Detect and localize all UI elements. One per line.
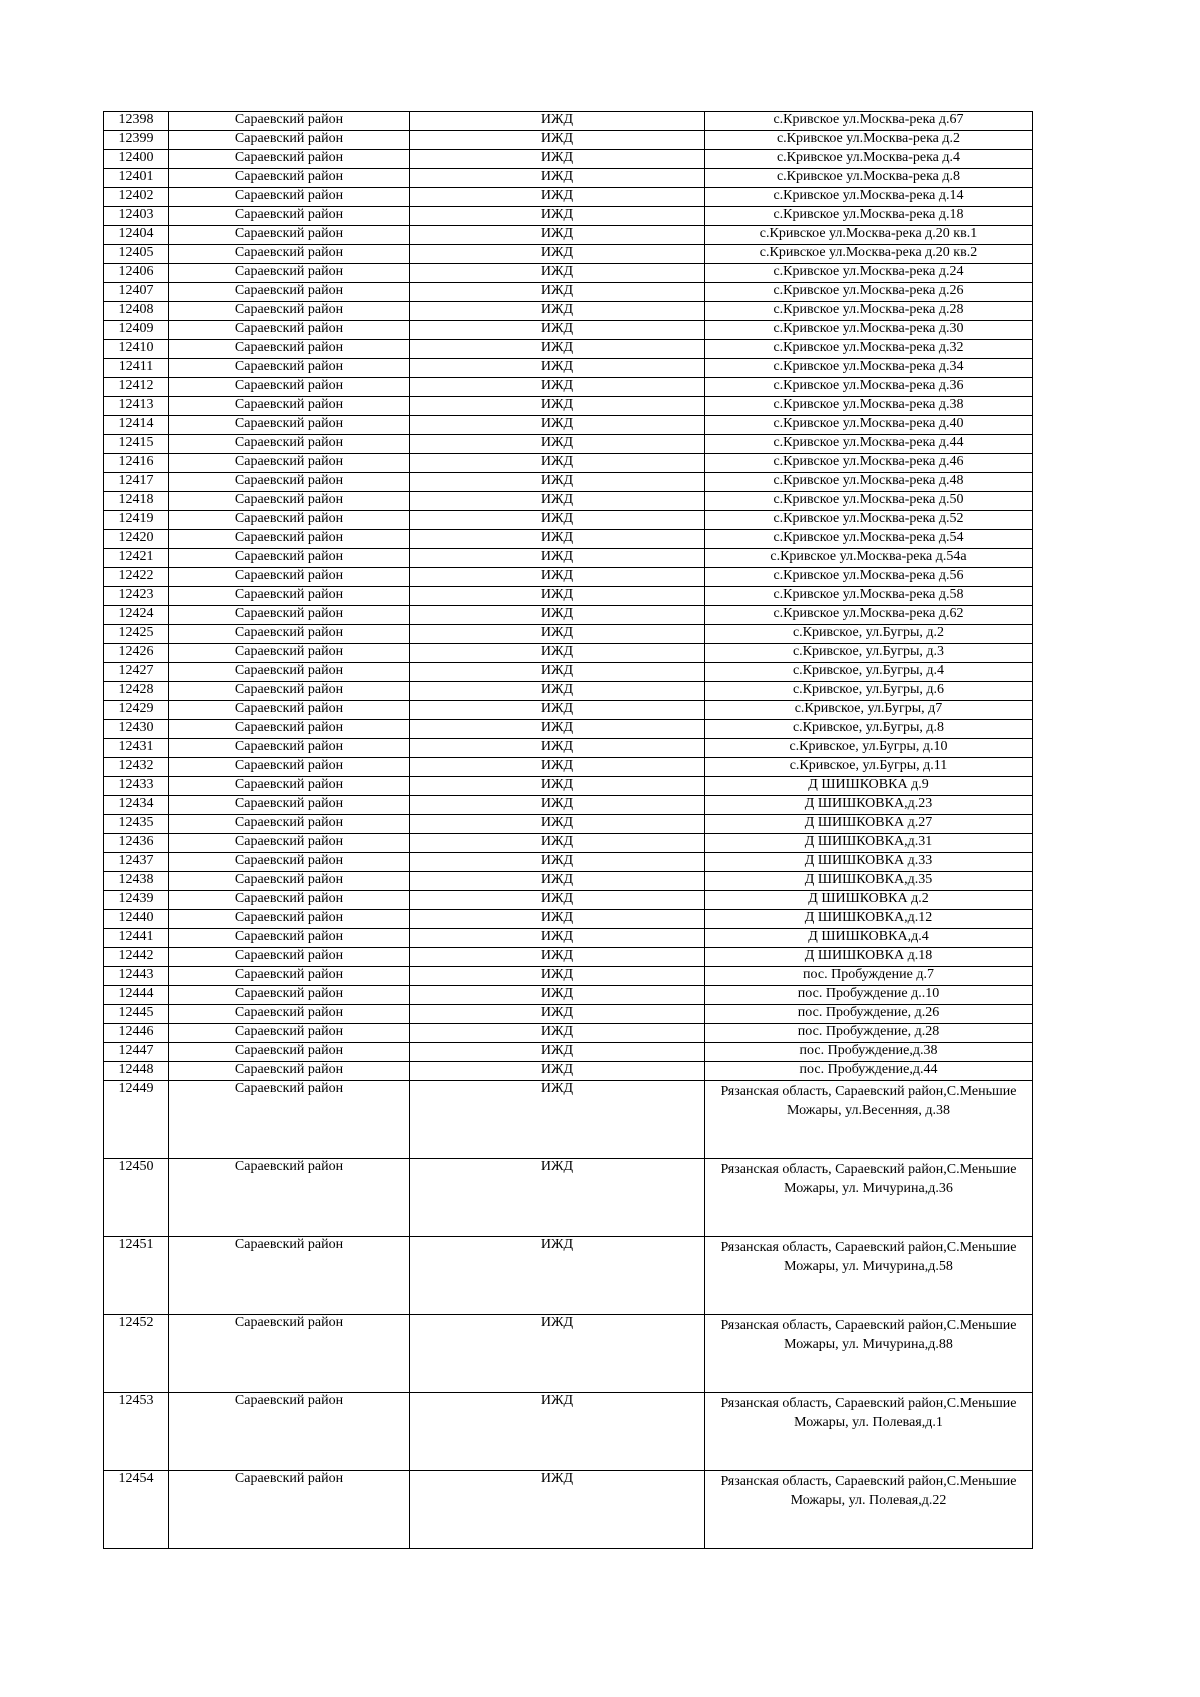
row-number-cell: 12425 xyxy=(104,625,169,644)
housing-type-cell: ИЖД xyxy=(410,150,705,169)
table-row xyxy=(104,644,1033,663)
housing-type-cell: ИЖД xyxy=(410,644,705,663)
row-number-cell: 12437 xyxy=(104,853,169,872)
row-number-cell: 12402 xyxy=(104,188,169,207)
housing-type-cell: ИЖД xyxy=(410,568,705,587)
district-cell: Сараевский район xyxy=(169,340,410,359)
table-row xyxy=(104,245,1033,264)
row-number-cell: 12411 xyxy=(104,359,169,378)
address-cell: Рязанская область, Сараевский район,С.Меньшие Можары, ул. Полевая,д.22 xyxy=(705,1471,1033,1549)
address-cell: с.Кривское ул.Москва-река д.26 xyxy=(705,283,1033,302)
housing-type-cell: ИЖД xyxy=(410,112,705,131)
housing-type-cell: ИЖД xyxy=(410,435,705,454)
district-cell: Сараевский район xyxy=(169,796,410,815)
address-cell: с.Кривское ул.Москва-река д.52 xyxy=(705,511,1033,530)
row-number-cell: 12422 xyxy=(104,568,169,587)
housing-type-cell: ИЖД xyxy=(410,340,705,359)
housing-type-cell: ИЖД xyxy=(410,302,705,321)
table-row xyxy=(104,796,1033,815)
table-row xyxy=(104,378,1033,397)
housing-type-cell: ИЖД xyxy=(410,207,705,226)
housing-type-cell: ИЖД xyxy=(410,625,705,644)
table-row xyxy=(104,131,1033,150)
address-cell: с.Кривское ул.Москва-река д.62 xyxy=(705,606,1033,625)
table-row xyxy=(104,739,1033,758)
row-number-cell: 12416 xyxy=(104,454,169,473)
district-cell: Сараевский район xyxy=(169,359,410,378)
row-number-cell: 12441 xyxy=(104,929,169,948)
district-cell: Сараевский район xyxy=(169,910,410,929)
housing-type-cell: ИЖД xyxy=(410,929,705,948)
housing-type-cell: ИЖД xyxy=(410,511,705,530)
district-cell: Сараевский район xyxy=(169,492,410,511)
address-cell: с.Кривское ул.Москва-река д.46 xyxy=(705,454,1033,473)
housing-type-cell: ИЖД xyxy=(410,492,705,511)
address-cell: с.Кривское, ул.Бугры, д.6 xyxy=(705,682,1033,701)
address-cell: Д ШИШКОВКА д.2 xyxy=(705,891,1033,910)
district-cell: Сараевский район xyxy=(169,245,410,264)
district-cell: Сараевский район xyxy=(169,891,410,910)
housing-type-cell: ИЖД xyxy=(410,1062,705,1081)
district-cell: Сараевский район xyxy=(169,777,410,796)
address-cell: с.Кривское ул.Москва-река д.40 xyxy=(705,416,1033,435)
address-cell: с.Кривское, ул.Бугры, д.11 xyxy=(705,758,1033,777)
row-number-cell: 12430 xyxy=(104,720,169,739)
row-number-cell: 12446 xyxy=(104,1024,169,1043)
housing-type-cell: ИЖД xyxy=(410,606,705,625)
row-number-cell: 12398 xyxy=(104,112,169,131)
housing-type-cell: ИЖД xyxy=(410,131,705,150)
table-row xyxy=(104,663,1033,682)
district-cell: Сараевский район xyxy=(169,606,410,625)
row-number-cell: 12426 xyxy=(104,644,169,663)
housing-type-cell: ИЖД xyxy=(410,834,705,853)
housing-type-cell: ИЖД xyxy=(410,891,705,910)
row-number-cell: 12453 xyxy=(104,1393,169,1471)
row-number-cell: 12400 xyxy=(104,150,169,169)
district-cell: Сараевский район xyxy=(169,530,410,549)
table-row xyxy=(104,549,1033,568)
housing-type-cell: ИЖД xyxy=(410,1043,705,1062)
district-cell: Сараевский район xyxy=(169,302,410,321)
table-row xyxy=(104,682,1033,701)
row-number-cell: 12452 xyxy=(104,1315,169,1393)
district-cell: Сараевский район xyxy=(169,454,410,473)
housing-type-cell: ИЖД xyxy=(410,682,705,701)
row-number-cell: 12434 xyxy=(104,796,169,815)
housing-type-cell: ИЖД xyxy=(410,1159,705,1237)
address-cell: с.Кривское ул.Москва-река д.54 xyxy=(705,530,1033,549)
address-cell: с.Кривское ул.Москва-река д.20 кв.1 xyxy=(705,226,1033,245)
table-row xyxy=(104,169,1033,188)
table-row xyxy=(104,492,1033,511)
address-cell: с.Кривское ул.Москва-река д.48 xyxy=(705,473,1033,492)
district-cell: Сараевский район xyxy=(169,644,410,663)
table-row xyxy=(104,150,1033,169)
table-row xyxy=(104,264,1033,283)
address-cell: с.Кривское ул.Москва-река д.32 xyxy=(705,340,1033,359)
row-number-cell: 12435 xyxy=(104,815,169,834)
row-number-cell: 12428 xyxy=(104,682,169,701)
table-row xyxy=(104,1315,1033,1393)
row-number-cell: 12440 xyxy=(104,910,169,929)
housing-type-cell: ИЖД xyxy=(410,986,705,1005)
housing-type-cell: ИЖД xyxy=(410,245,705,264)
row-number-cell: 12417 xyxy=(104,473,169,492)
address-cell: с.Кривское, ул.Бугры, д.8 xyxy=(705,720,1033,739)
row-number-cell: 12424 xyxy=(104,606,169,625)
registry-table xyxy=(103,111,1033,1549)
housing-type-cell: ИЖД xyxy=(410,853,705,872)
district-cell: Сараевский район xyxy=(169,188,410,207)
district-cell: Сараевский район xyxy=(169,625,410,644)
housing-type-cell: ИЖД xyxy=(410,283,705,302)
housing-type-cell: ИЖД xyxy=(410,397,705,416)
row-number-cell: 12427 xyxy=(104,663,169,682)
housing-type-cell: ИЖД xyxy=(410,1081,705,1159)
housing-type-cell: ИЖД xyxy=(410,473,705,492)
district-cell: Сараевский район xyxy=(169,549,410,568)
district-cell: Сараевский район xyxy=(169,435,410,454)
district-cell: Сараевский район xyxy=(169,815,410,834)
row-number-cell: 12439 xyxy=(104,891,169,910)
table-row xyxy=(104,1043,1033,1062)
table-row xyxy=(104,1159,1033,1237)
table-row xyxy=(104,606,1033,625)
row-number-cell: 12415 xyxy=(104,435,169,454)
housing-type-cell: ИЖД xyxy=(410,169,705,188)
district-cell: Сараевский район xyxy=(169,739,410,758)
address-cell: Рязанская область, Сараевский район,С.Меньшие Можары, ул. Мичурина,д.58 xyxy=(705,1237,1033,1315)
table-row xyxy=(104,777,1033,796)
row-number-cell: 12409 xyxy=(104,321,169,340)
row-number-cell: 12418 xyxy=(104,492,169,511)
address-cell: пос. Пробуждение д..10 xyxy=(705,986,1033,1005)
address-cell: с.Кривское ул.Москва-река д.67 xyxy=(705,112,1033,131)
table-row xyxy=(104,1062,1033,1081)
address-cell: с.Кривское ул.Москва-река д.20 кв.2 xyxy=(705,245,1033,264)
housing-type-cell: ИЖД xyxy=(410,663,705,682)
address-cell: Д ШИШКОВКА д.33 xyxy=(705,853,1033,872)
address-cell: с.Кривское ул.Москва-река д.4 xyxy=(705,150,1033,169)
address-cell: с.Кривское ул.Москва-река д.18 xyxy=(705,207,1033,226)
table-row xyxy=(104,321,1033,340)
address-cell: с.Кривское ул.Москва-река д.44 xyxy=(705,435,1033,454)
table-row xyxy=(104,929,1033,948)
housing-type-cell: ИЖД xyxy=(410,872,705,891)
address-cell: Д ШИШКОВКА д.18 xyxy=(705,948,1033,967)
row-number-cell: 12419 xyxy=(104,511,169,530)
housing-type-cell: ИЖД xyxy=(410,1471,705,1549)
row-number-cell: 12401 xyxy=(104,169,169,188)
district-cell: Сараевский район xyxy=(169,169,410,188)
housing-type-cell: ИЖД xyxy=(410,321,705,340)
table-row xyxy=(104,1237,1033,1315)
address-cell: пос. Пробуждение,д.38 xyxy=(705,1043,1033,1062)
table-row xyxy=(104,910,1033,929)
district-cell: Сараевский район xyxy=(169,853,410,872)
housing-type-cell: ИЖД xyxy=(410,1005,705,1024)
housing-type-cell: ИЖД xyxy=(410,701,705,720)
row-number-cell: 12445 xyxy=(104,1005,169,1024)
district-cell: Сараевский район xyxy=(169,1024,410,1043)
table-row xyxy=(104,207,1033,226)
district-cell: Сараевский район xyxy=(169,226,410,245)
district-cell: Сараевский район xyxy=(169,720,410,739)
housing-type-cell: ИЖД xyxy=(410,758,705,777)
district-cell: Сараевский район xyxy=(169,1159,410,1237)
district-cell: Сараевский район xyxy=(169,131,410,150)
table-row xyxy=(104,872,1033,891)
address-cell: с.Кривское ул.Москва-река д.58 xyxy=(705,587,1033,606)
district-cell: Сараевский район xyxy=(169,207,410,226)
housing-type-cell: ИЖД xyxy=(410,1237,705,1315)
address-cell: Д ШИШКОВКА,д.4 xyxy=(705,929,1033,948)
district-cell: Сараевский район xyxy=(169,834,410,853)
district-cell: Сараевский район xyxy=(169,264,410,283)
address-cell: с.Кривское ул.Москва-река д.36 xyxy=(705,378,1033,397)
address-cell: пос. Пробуждение,д.44 xyxy=(705,1062,1033,1081)
row-number-cell: 12432 xyxy=(104,758,169,777)
table-row xyxy=(104,986,1033,1005)
district-cell: Сараевский район xyxy=(169,948,410,967)
district-cell: Сараевский район xyxy=(169,1062,410,1081)
row-number-cell: 12442 xyxy=(104,948,169,967)
address-cell: с.Кривское, ул.Бугры, д.10 xyxy=(705,739,1033,758)
housing-type-cell: ИЖД xyxy=(410,264,705,283)
district-cell: Сараевский район xyxy=(169,1005,410,1024)
address-cell: с.Кривское ул.Москва-река д.8 xyxy=(705,169,1033,188)
row-number-cell: 12420 xyxy=(104,530,169,549)
address-cell: Рязанская область, Сараевский район,С.Меньшие Можары, ул. Мичурина,д.88 xyxy=(705,1315,1033,1393)
housing-type-cell: ИЖД xyxy=(410,967,705,986)
row-number-cell: 12412 xyxy=(104,378,169,397)
address-cell: пос. Пробуждение д.7 xyxy=(705,967,1033,986)
table-row xyxy=(104,625,1033,644)
housing-type-cell: ИЖД xyxy=(410,359,705,378)
table-row xyxy=(104,302,1033,321)
table-row xyxy=(104,834,1033,853)
housing-type-cell: ИЖД xyxy=(410,948,705,967)
housing-type-cell: ИЖД xyxy=(410,1024,705,1043)
district-cell: Сараевский район xyxy=(169,397,410,416)
row-number-cell: 12431 xyxy=(104,739,169,758)
address-cell: с.Кривское ул.Москва-река д.14 xyxy=(705,188,1033,207)
address-cell: с.Кривское ул.Москва-река д.38 xyxy=(705,397,1033,416)
table-row xyxy=(104,359,1033,378)
district-cell: Сараевский район xyxy=(169,1237,410,1315)
housing-type-cell: ИЖД xyxy=(410,720,705,739)
address-cell: с.Кривское ул.Москва-река д.50 xyxy=(705,492,1033,511)
table-row xyxy=(104,340,1033,359)
district-cell: Сараевский район xyxy=(169,986,410,1005)
address-cell: с.Кривское, ул.Бугры, д7 xyxy=(705,701,1033,720)
housing-type-cell: ИЖД xyxy=(410,1315,705,1393)
table-row xyxy=(104,435,1033,454)
address-cell: с.Кривское, ул.Бугры, д.4 xyxy=(705,663,1033,682)
district-cell: Сараевский район xyxy=(169,112,410,131)
table-row xyxy=(104,283,1033,302)
district-cell: Сараевский район xyxy=(169,321,410,340)
address-cell: с.Кривское ул.Москва-река д.54а xyxy=(705,549,1033,568)
housing-type-cell: ИЖД xyxy=(410,378,705,397)
row-number-cell: 12408 xyxy=(104,302,169,321)
row-number-cell: 12423 xyxy=(104,587,169,606)
district-cell: Сараевский район xyxy=(169,1081,410,1159)
table-row xyxy=(104,530,1033,549)
housing-type-cell: ИЖД xyxy=(410,188,705,207)
row-number-cell: 12436 xyxy=(104,834,169,853)
row-number-cell: 12405 xyxy=(104,245,169,264)
address-cell: пос. Пробуждение, д.26 xyxy=(705,1005,1033,1024)
address-cell: с.Кривское ул.Москва-река д.2 xyxy=(705,131,1033,150)
row-number-cell: 12399 xyxy=(104,131,169,150)
address-cell: Д ШИШКОВКА,д.31 xyxy=(705,834,1033,853)
housing-type-cell: ИЖД xyxy=(410,530,705,549)
row-number-cell: 12447 xyxy=(104,1043,169,1062)
table-row xyxy=(104,188,1033,207)
row-number-cell: 12443 xyxy=(104,967,169,986)
table-row xyxy=(104,720,1033,739)
table-row xyxy=(104,1024,1033,1043)
address-cell: Д ШИШКОВКА,д.12 xyxy=(705,910,1033,929)
housing-type-cell: ИЖД xyxy=(410,587,705,606)
row-number-cell: 12444 xyxy=(104,986,169,1005)
registry-table-body xyxy=(104,112,1033,1549)
district-cell: Сараевский район xyxy=(169,701,410,720)
row-number-cell: 12438 xyxy=(104,872,169,891)
address-cell: с.Кривское, ул.Бугры, д.3 xyxy=(705,644,1033,663)
address-cell: Рязанская область, Сараевский район,С.Меньшие Можары, ул. Мичурина,д.36 xyxy=(705,1159,1033,1237)
district-cell: Сараевский район xyxy=(169,378,410,397)
address-cell: с.Кривское ул.Москва-река д.56 xyxy=(705,568,1033,587)
district-cell: Сараевский район xyxy=(169,1393,410,1471)
table-row xyxy=(104,416,1033,435)
address-cell: Д ШИШКОВКА,д.23 xyxy=(705,796,1033,815)
district-cell: Сараевский район xyxy=(169,872,410,891)
table-row xyxy=(104,1005,1033,1024)
address-cell: с.Кривское ул.Москва-река д.28 xyxy=(705,302,1033,321)
address-cell: Рязанская область, Сараевский район,С.Меньшие Можары, ул.Весенняя, д.38 xyxy=(705,1081,1033,1159)
row-number-cell: 12433 xyxy=(104,777,169,796)
housing-type-cell: ИЖД xyxy=(410,549,705,568)
housing-type-cell: ИЖД xyxy=(410,416,705,435)
row-number-cell: 12407 xyxy=(104,283,169,302)
row-number-cell: 12410 xyxy=(104,340,169,359)
table-row xyxy=(104,948,1033,967)
row-number-cell: 12413 xyxy=(104,397,169,416)
table-row xyxy=(104,568,1033,587)
address-cell: Рязанская область, Сараевский район,С.Меньшие Можары, ул. Полевая,д.1 xyxy=(705,1393,1033,1471)
row-number-cell: 12451 xyxy=(104,1237,169,1315)
district-cell: Сараевский район xyxy=(169,929,410,948)
table-row xyxy=(104,1081,1033,1159)
row-number-cell: 12454 xyxy=(104,1471,169,1549)
district-cell: Сараевский район xyxy=(169,587,410,606)
table-row xyxy=(104,112,1033,131)
table-row xyxy=(104,587,1033,606)
table-row xyxy=(104,758,1033,777)
table-row xyxy=(104,815,1033,834)
district-cell: Сараевский район xyxy=(169,150,410,169)
row-number-cell: 12449 xyxy=(104,1081,169,1159)
table-row xyxy=(104,853,1033,872)
table-row xyxy=(104,701,1033,720)
row-number-cell: 12406 xyxy=(104,264,169,283)
housing-type-cell: ИЖД xyxy=(410,815,705,834)
row-number-cell: 12448 xyxy=(104,1062,169,1081)
housing-type-cell: ИЖД xyxy=(410,739,705,758)
address-cell: с.Кривское, ул.Бугры, д.2 xyxy=(705,625,1033,644)
housing-type-cell: ИЖД xyxy=(410,777,705,796)
row-number-cell: 12414 xyxy=(104,416,169,435)
table-row xyxy=(104,397,1033,416)
address-cell: с.Кривское ул.Москва-река д.30 xyxy=(705,321,1033,340)
row-number-cell: 12403 xyxy=(104,207,169,226)
table-row xyxy=(104,891,1033,910)
table-row xyxy=(104,454,1033,473)
housing-type-cell: ИЖД xyxy=(410,910,705,929)
address-cell: Д ШИШКОВКА,д.35 xyxy=(705,872,1033,891)
address-cell: пос. Пробуждение, д.28 xyxy=(705,1024,1033,1043)
district-cell: Сараевский район xyxy=(169,283,410,302)
district-cell: Сараевский район xyxy=(169,568,410,587)
table-row xyxy=(104,226,1033,245)
district-cell: Сараевский район xyxy=(169,758,410,777)
district-cell: Сараевский район xyxy=(169,663,410,682)
table-row xyxy=(104,967,1033,986)
district-cell: Сараевский район xyxy=(169,473,410,492)
row-number-cell: 12404 xyxy=(104,226,169,245)
district-cell: Сараевский район xyxy=(169,682,410,701)
row-number-cell: 12429 xyxy=(104,701,169,720)
district-cell: Сараевский район xyxy=(169,1315,410,1393)
district-cell: Сараевский район xyxy=(169,511,410,530)
address-cell: с.Кривское ул.Москва-река д.24 xyxy=(705,264,1033,283)
housing-type-cell: ИЖД xyxy=(410,454,705,473)
table-row xyxy=(104,511,1033,530)
table-row xyxy=(104,1393,1033,1471)
district-cell: Сараевский район xyxy=(169,967,410,986)
table-row xyxy=(104,473,1033,492)
table-row xyxy=(104,1471,1033,1549)
district-cell: Сараевский район xyxy=(169,1471,410,1549)
district-cell: Сараевский район xyxy=(169,416,410,435)
address-cell: Д ШИШКОВКА д.27 xyxy=(705,815,1033,834)
row-number-cell: 12421 xyxy=(104,549,169,568)
housing-type-cell: ИЖД xyxy=(410,1393,705,1471)
address-cell: с.Кривское ул.Москва-река д.34 xyxy=(705,359,1033,378)
address-cell: Д ШИШКОВКА д.9 xyxy=(705,777,1033,796)
row-number-cell: 12450 xyxy=(104,1159,169,1237)
district-cell: Сараевский район xyxy=(169,1043,410,1062)
housing-type-cell: ИЖД xyxy=(410,796,705,815)
housing-type-cell: ИЖД xyxy=(410,226,705,245)
